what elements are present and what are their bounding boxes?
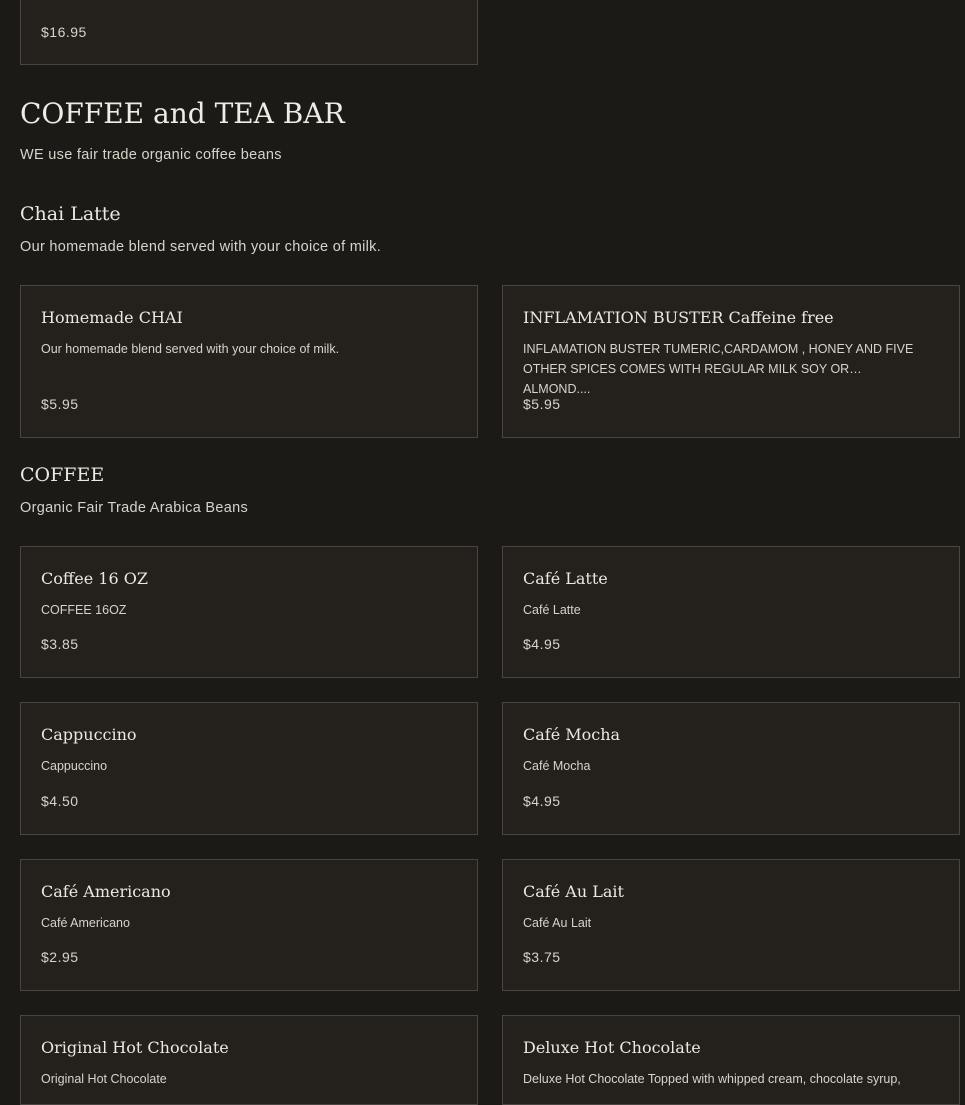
item-price: $3.85 bbox=[41, 636, 79, 652]
subsection-title-chai: Chai Latte bbox=[20, 203, 121, 225]
item-name: Homemade CHAI bbox=[41, 308, 183, 327]
item-name: Café Latte bbox=[523, 569, 608, 588]
item-name: Café Au Lait bbox=[523, 882, 624, 901]
item-name: Deluxe Hot Chocolate bbox=[523, 1038, 701, 1057]
menu-item-card[interactable] bbox=[20, 1015, 478, 1105]
item-price: $16.95 bbox=[41, 24, 87, 40]
item-description: Deluxe Hot Chocolate Topped with whipped cream, chocolate syrup, bbox=[523, 1072, 901, 1086]
item-name: INFLAMATION BUSTER Caffeine free bbox=[523, 308, 834, 327]
item-price: $5.95 bbox=[41, 396, 79, 412]
item-description: Café Au Lait bbox=[523, 916, 592, 930]
menu-item-card-previous[interactable] bbox=[20, 0, 478, 65]
menu-item-card[interactable] bbox=[502, 285, 960, 438]
menu-item-card[interactable] bbox=[502, 859, 960, 991]
menu-item-card[interactable] bbox=[502, 546, 960, 678]
item-description: Original Hot Chocolate bbox=[41, 1072, 167, 1086]
item-description: INFLAMATION BUSTER TUMERIC,CARDAMOM , HONEY AND FIVE OTHER SPICES COMES WITH REGULAR MILK SOY OR ALMOND.... bbox=[523, 342, 914, 396]
subsection-description-chai: Our homemade blend served with your choice of milk. bbox=[20, 239, 382, 255]
item-name: Café Americano bbox=[41, 882, 171, 901]
section-title: COFFEE and TEA BAR bbox=[20, 97, 345, 130]
item-name: Café Mocha bbox=[523, 725, 621, 744]
item-price: $4.95 bbox=[523, 793, 561, 809]
menu-item-card[interactable] bbox=[20, 285, 478, 438]
section-description: WE use fair trade organic coffee beans bbox=[20, 147, 282, 163]
item-price: $2.95 bbox=[41, 949, 79, 965]
item-name: Cappuccino bbox=[41, 725, 137, 744]
menu-item-card[interactable] bbox=[20, 859, 478, 991]
item-description: Café Latte bbox=[523, 603, 581, 617]
menu-item-card[interactable] bbox=[20, 546, 478, 678]
item-description: Café Mocha bbox=[523, 759, 591, 773]
item-price: $4.50 bbox=[41, 793, 79, 809]
item-description: COFFEE 16OZ bbox=[41, 603, 127, 617]
menu-item-card[interactable] bbox=[20, 702, 478, 835]
item-name: Original Hot Chocolate bbox=[41, 1038, 229, 1057]
item-price: $4.95 bbox=[523, 636, 561, 652]
item-description: Cappuccino bbox=[41, 759, 108, 773]
item-price: $3.75 bbox=[523, 949, 561, 965]
subsection-title-coffee: COFFEE bbox=[20, 464, 105, 486]
menu-item-card[interactable] bbox=[502, 1015, 960, 1105]
subsection-description-coffee: Organic Fair Trade Arabica Beans bbox=[20, 500, 249, 516]
item-description: Our homemade blend served with your choice of milk. bbox=[41, 342, 340, 356]
item-price: $5.95 bbox=[523, 396, 561, 412]
item-description: Café Americano bbox=[41, 916, 130, 930]
item-name: Coffee 16 OZ bbox=[41, 569, 148, 588]
menu-item-card[interactable] bbox=[502, 702, 960, 835]
